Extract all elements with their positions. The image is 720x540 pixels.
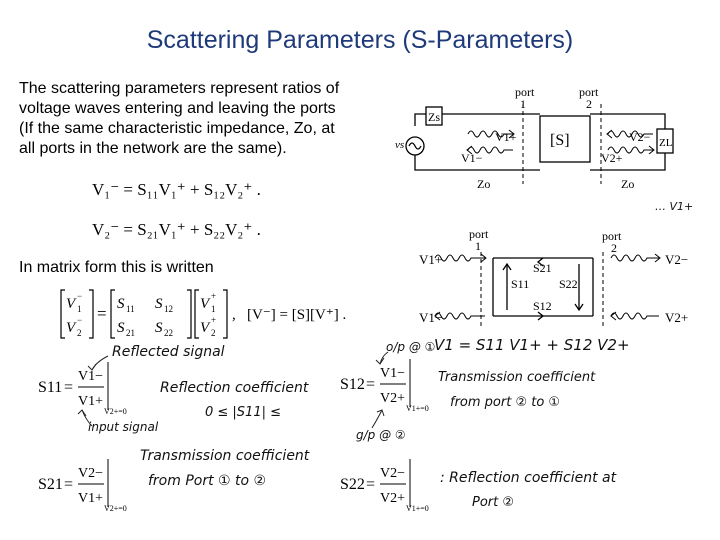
svg-text:2: 2 bbox=[77, 328, 82, 338]
svg-text:,: , bbox=[232, 307, 236, 323]
s21-label: S21 bbox=[533, 261, 552, 275]
page-title: Scattering Parameters (S-Parameters) bbox=[146, 26, 574, 54]
svg-text:V1+=0: V1+=0 bbox=[406, 504, 429, 513]
matrix-short-form: [V⁻] = [S][V⁺] . bbox=[247, 307, 347, 323]
svg-text:V2+: V2+ bbox=[380, 391, 406, 406]
svg-text:V: V bbox=[200, 320, 210, 336]
svg-text:S: S bbox=[155, 296, 163, 312]
handwritten-range: 0 ≤ |S11| ≤ bbox=[205, 405, 282, 420]
svg-text:V1+: V1+ bbox=[78, 394, 104, 409]
v2-plus-label: V2+ bbox=[665, 310, 689, 325]
port1-number: 1 bbox=[520, 97, 526, 111]
matrix-label: In matrix form this is written bbox=[19, 259, 214, 276]
svg-text:=: = bbox=[366, 476, 376, 493]
svg-text:V: V bbox=[66, 296, 76, 312]
svg-text:V1−: V1− bbox=[380, 366, 406, 381]
handwritten-reflected-signal: Reflected signal bbox=[112, 344, 225, 360]
svg-text:S: S bbox=[117, 296, 125, 312]
s11-label: S11 bbox=[511, 277, 530, 291]
handwritten-reflection-coefficient: Reflection coefficient bbox=[160, 380, 309, 396]
svg-text:12: 12 bbox=[164, 304, 173, 314]
svg-text:V: V bbox=[200, 296, 210, 312]
handwritten-op-at-1: o/p @ ① bbox=[386, 340, 436, 354]
s-block-label: [S] bbox=[550, 132, 570, 149]
svg-text:21: 21 bbox=[126, 328, 135, 338]
svg-text:=: = bbox=[366, 376, 376, 393]
handwritten-from-port-2-to-1: from port ② to ① bbox=[450, 395, 561, 410]
port1-label: port bbox=[469, 227, 489, 241]
zs-label: Zs bbox=[428, 110, 440, 124]
svg-text:V2+=0: V2+=0 bbox=[104, 504, 127, 513]
v2-plus-label: V2+ bbox=[601, 151, 623, 165]
svg-text:S: S bbox=[155, 320, 163, 336]
zl-label: ZL bbox=[659, 137, 673, 149]
port1-label: port bbox=[515, 85, 535, 99]
svg-text:−: − bbox=[77, 315, 83, 325]
equation-v1: V₁⁻ = S₁₁V₁⁺ + S₁₂V₂⁺ . bbox=[92, 180, 261, 199]
svg-text:=: = bbox=[64, 476, 74, 493]
v2-minus-label: V2− bbox=[665, 252, 689, 267]
svg-text:S: S bbox=[117, 320, 125, 336]
svg-text:S11: S11 bbox=[38, 379, 63, 396]
s12-label: S12 bbox=[533, 299, 552, 313]
svg-text:S22: S22 bbox=[340, 476, 365, 493]
svg-text:V2+: V2+ bbox=[380, 491, 406, 506]
svg-text:11: 11 bbox=[126, 304, 135, 314]
arrow-reflected bbox=[92, 356, 108, 370]
port2-label: port bbox=[602, 229, 622, 243]
svg-text:22: 22 bbox=[164, 328, 173, 338]
svg-text:V2−: V2− bbox=[380, 466, 406, 481]
intro-line: all ports in the network are the same). bbox=[19, 140, 287, 157]
zo-right-label: Zo bbox=[621, 177, 635, 191]
handwritten-port-2: Port ② bbox=[472, 495, 515, 510]
port2-number: 2 bbox=[611, 241, 617, 255]
svg-text:2: 2 bbox=[211, 328, 216, 338]
svg-text:−: − bbox=[77, 291, 83, 301]
svg-text:=: = bbox=[64, 379, 74, 396]
zo-left-label: Zo bbox=[477, 177, 491, 191]
s22-label: S22 bbox=[559, 277, 578, 291]
v1-plus-label: V1+ bbox=[419, 252, 443, 267]
intro-line: The scattering parameters represent ratios of bbox=[19, 80, 340, 97]
svg-text:S12: S12 bbox=[340, 376, 365, 393]
port2-number: 2 bbox=[586, 97, 592, 111]
intro-line: (If the same characteristic impedance, Zo, at bbox=[19, 120, 335, 137]
handwritten-v1-equation: V1 = S11 V1+ + S12 V2+ bbox=[434, 336, 630, 354]
equation-v2: V₂⁻ = S₂₁V₁⁺ + S₂₂V₂⁺ . bbox=[92, 220, 261, 239]
handwritten-transmission-coefficient: Transmission coefficient bbox=[438, 370, 596, 385]
svg-text:+: + bbox=[211, 291, 217, 301]
handwritten-from-port-1-to-2: from Port ① to ② bbox=[148, 473, 267, 489]
svg-text:1: 1 bbox=[211, 304, 216, 314]
svg-text:V2+=0: V2+=0 bbox=[104, 407, 127, 416]
svg-text:V1+=0: V1+=0 bbox=[406, 404, 429, 413]
v1-plus-label: V1+ bbox=[495, 130, 517, 144]
svg-text:V: V bbox=[66, 320, 76, 336]
svg-text:=: = bbox=[97, 304, 107, 323]
handwritten-reflection-coefficient-at: : Reflection coefficient at bbox=[440, 470, 617, 486]
handwritten-ip-at-2: g/p @ ② bbox=[356, 428, 406, 442]
port1-number: 1 bbox=[475, 239, 481, 253]
svg-text:V2−: V2− bbox=[78, 466, 104, 481]
arrow-ip bbox=[372, 410, 382, 428]
vs-label: vs bbox=[395, 139, 405, 151]
svg-text:V1+: V1+ bbox=[78, 491, 104, 506]
port2-label: port bbox=[579, 85, 599, 99]
intro-line: voltage waves entering and leaving the ports bbox=[19, 100, 336, 117]
svg-text:S21: S21 bbox=[38, 476, 63, 493]
v1-minus-label: V1− bbox=[419, 310, 443, 325]
handwritten-transmission-coefficient-2: Transmission coefficient bbox=[140, 448, 310, 464]
svg-text:+: + bbox=[211, 315, 217, 325]
svg-text:V1−: V1− bbox=[78, 369, 104, 384]
v1-minus-label: V1− bbox=[461, 151, 483, 165]
handwritten-corner-note: … V1+ bbox=[655, 200, 694, 213]
v2-minus-label: V2− bbox=[629, 130, 651, 144]
handwritten-input-signal: input signal bbox=[88, 420, 159, 434]
svg-text:1: 1 bbox=[77, 304, 82, 314]
